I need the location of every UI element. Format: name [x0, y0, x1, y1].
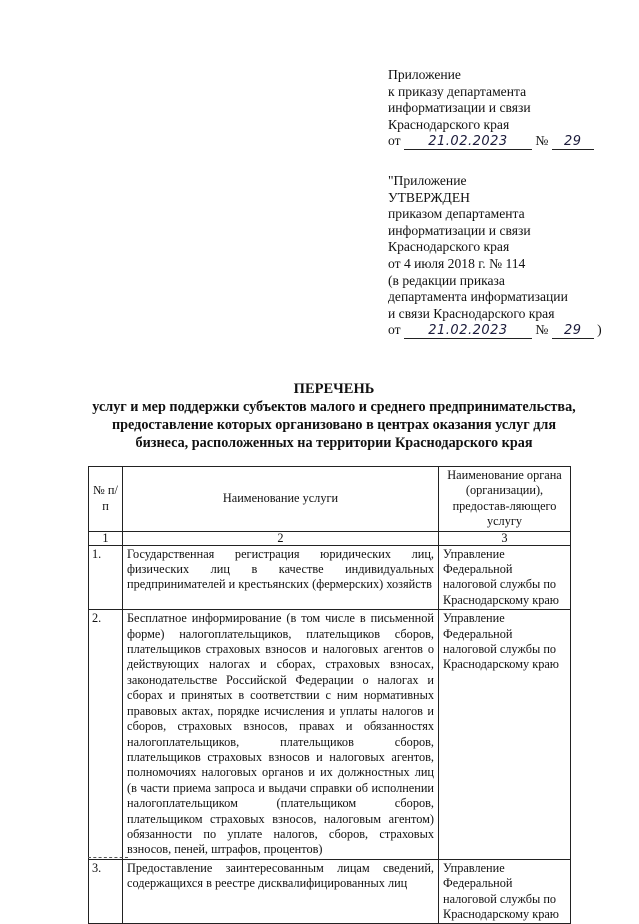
header-org: Наименование органа (организации), предостав-ляющего услугу: [439, 467, 571, 532]
org-name: Управление Федеральной налоговой службы по Краснодарскому краю: [439, 859, 571, 924]
title-subtitle-line: бизнеса, расположенных на территории Краснодарского края: [135, 435, 533, 451]
table-row: [89, 859, 571, 924]
order-reference: [388, 133, 594, 150]
approval-line: информатизации и связи: [388, 222, 531, 238]
column-index-row: [89, 531, 571, 545]
column-index: 3: [439, 531, 571, 545]
row-number: 3.: [89, 859, 123, 924]
row-number: 2.: [89, 610, 123, 860]
title-subtitle-line: услуг и мер поддержки субъектов малого и среднего предпринимательства,: [92, 399, 576, 415]
header-num: № п/п: [89, 467, 123, 532]
column-index: 1: [89, 531, 123, 545]
approval-header: [388, 173, 602, 339]
services-table: [88, 466, 571, 924]
approval-reference: [388, 322, 602, 339]
appendix-line: к приказу департамента: [388, 83, 527, 99]
table-row: [89, 545, 571, 610]
approval-closing: ): [597, 322, 602, 338]
title-subtitle-line: предоставление которых организовано в центрах оказания услуг для: [111, 417, 557, 433]
approval-line: департамента информатизации: [388, 289, 568, 305]
org-name: Управление Федеральной налоговой службы по Краснодарскому краю: [439, 545, 571, 610]
row-number: 1.: [89, 545, 123, 610]
order-number: 29: [552, 135, 594, 150]
order-from-label: от: [388, 133, 401, 149]
approval-line: приказом департамента: [388, 206, 525, 222]
appendix-line: Приложение: [388, 67, 461, 82]
header-service: Наименование услуги: [123, 467, 439, 532]
appendix-line: Краснодарского края: [388, 116, 510, 132]
approval-line: от 4 июля 2018 г. № 114: [388, 255, 526, 271]
appendix-line: информатизации и связи: [388, 100, 531, 116]
service-name: Государственная регистрация юридических лиц, физических лиц в качестве индивидуальных предпринимателей и крестьянских (фермерских) хозяйств: [123, 545, 439, 610]
approval-line: Краснодарского края: [388, 239, 510, 255]
order-no-label: №: [535, 133, 549, 149]
approval-line: УТВЕРЖДЕН: [388, 189, 470, 205]
appendix-header: [388, 67, 594, 150]
service-name: Бесплатное информирование (в том числе в письменной форме) налогоплательщиков, плательщиков сборов, плательщиков страховых взносов и налоговых агентов о действующих налогах и сборах, страховых взносах, законодательстве Российской Федерации о налогах и сборах и принятых в соответствии с ним нормативных правовых актах, порядке исчисления и уплаты налогов и сборов, страховых взносов, правах и обязанностях налогоплательщиков, плательщиков сборов, плательщиков страховых взносов и налоговых агентов, полномочиях налоговых органов и их должностных лиц (в части приема запроса и выдачи справки об исполнении налогоплательщиком (плательщиком сборов, плательщиком страховых взносов, налоговым агентом) обязанности по уплате налогов, сборов, страховых взносов, пеней, штрафов, процентов): [123, 610, 439, 860]
approval-date: 21.02.2023: [404, 324, 532, 339]
org-name: Управление Федеральной налоговой службы по Краснодарскому краю: [439, 610, 571, 860]
approval-no-label: №: [535, 322, 549, 338]
service-name: Предоставление заинтересованным лицам сведений, содержащихся в реестре дисквалифицированных лиц: [123, 859, 439, 924]
page-edge-mark: [88, 857, 128, 859]
approval-line: и связи Краснодарского края: [388, 305, 555, 321]
table-header-row: [89, 467, 571, 532]
title-main: ПЕРЕЧЕНЬ: [293, 381, 375, 397]
approval-from-label: от: [388, 322, 401, 338]
column-index: 2: [123, 531, 439, 545]
order-date: 21.02.2023: [404, 135, 532, 150]
approval-line: (в редакции приказа: [388, 272, 505, 288]
approval-number: 29: [552, 324, 594, 339]
table-row: [89, 610, 571, 860]
document-title: [60, 380, 608, 452]
approval-line: "Приложение: [388, 173, 467, 188]
